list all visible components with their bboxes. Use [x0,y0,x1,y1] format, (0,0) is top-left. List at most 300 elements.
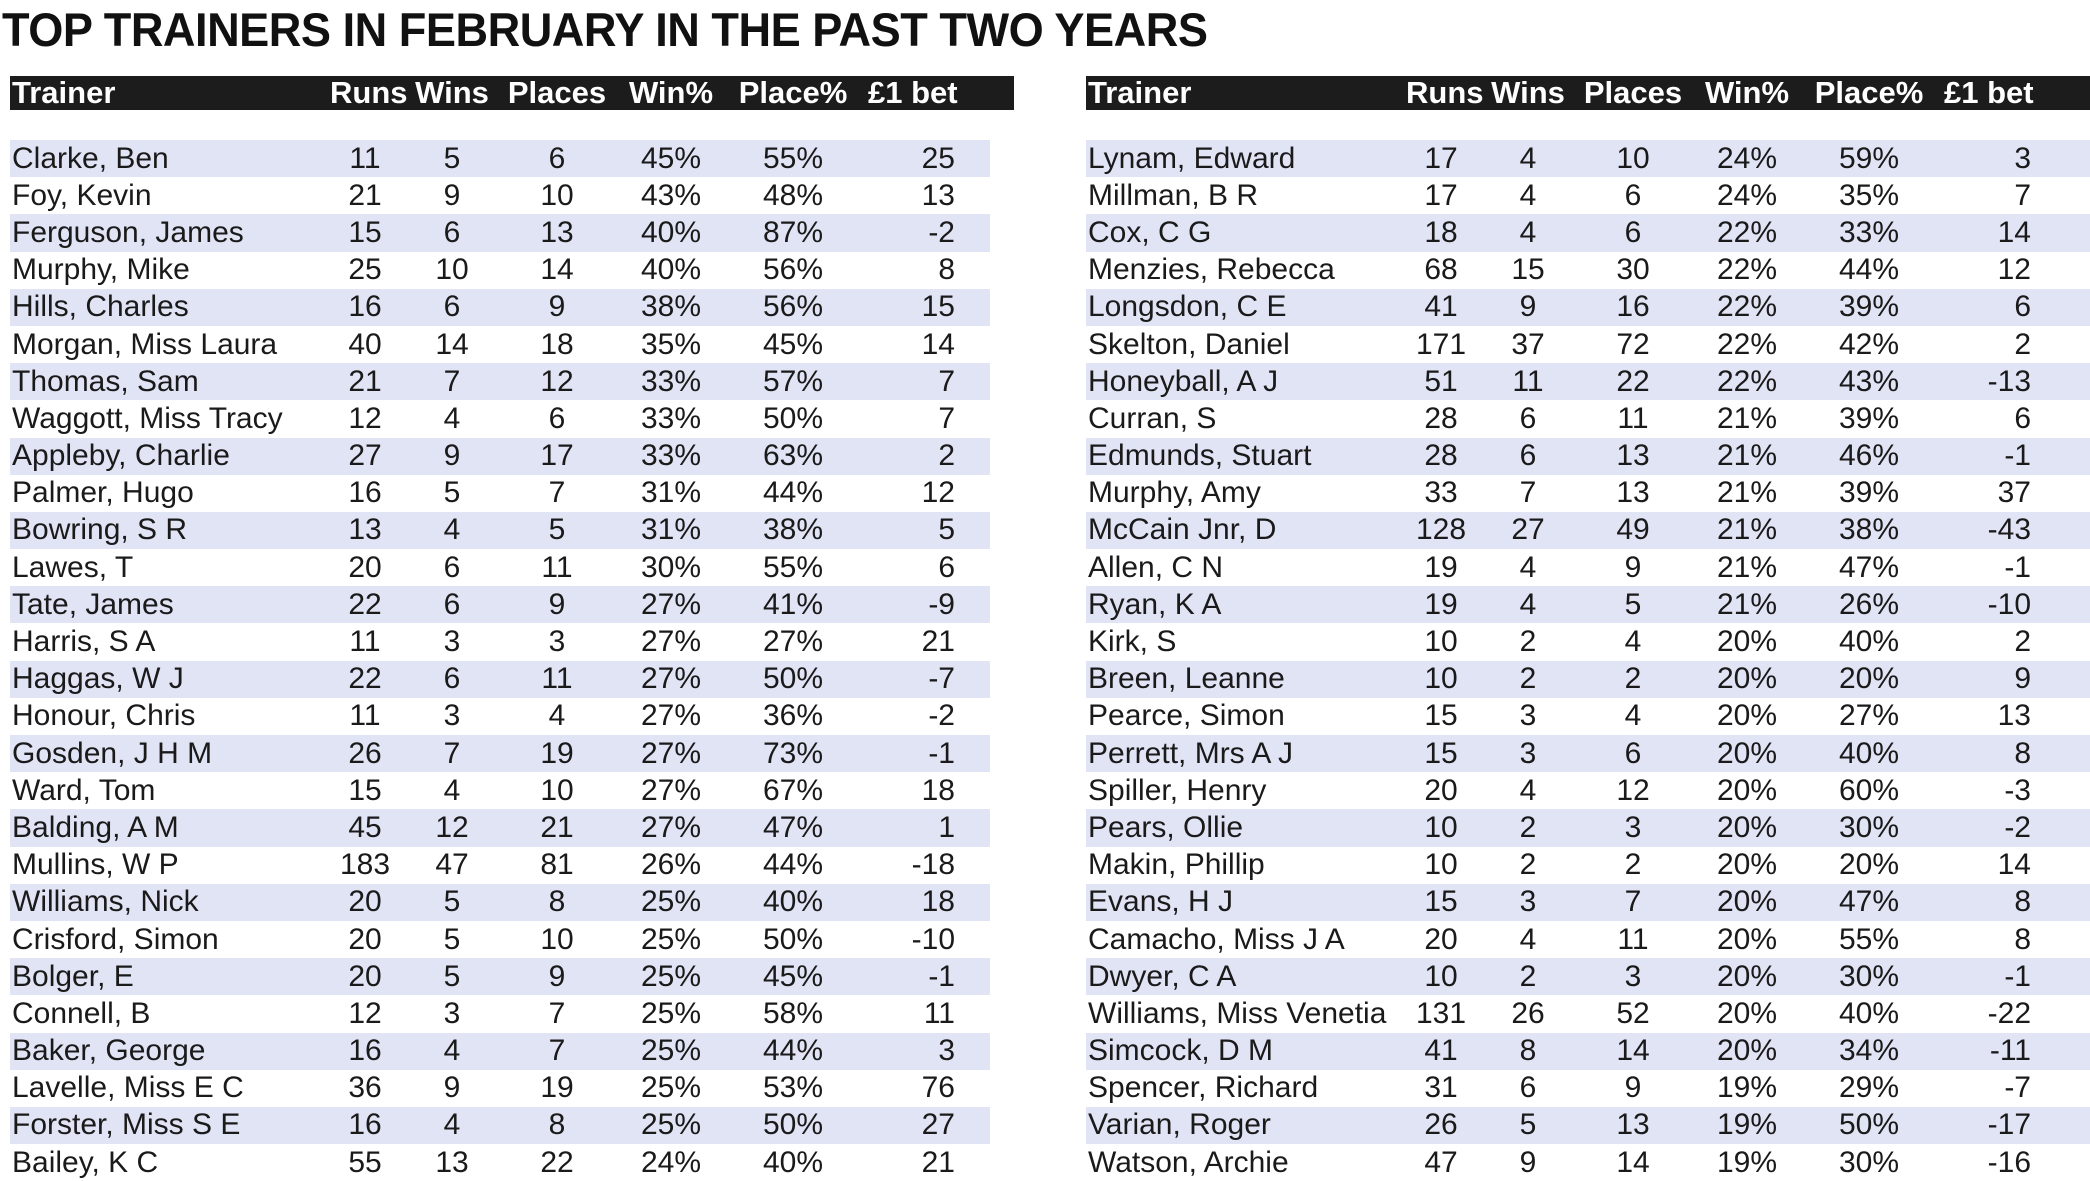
cell-bet: 7 [2014,178,2031,212]
cell-places: 19 [540,1071,574,1105]
cell-places: 4 [548,699,566,733]
cell-trainer: Lawes, T [12,550,134,584]
cell-places: 16 [1616,290,1650,324]
header-trainer: Trainer [12,76,116,110]
cell-trainer: Balding, A M [12,810,179,844]
cell-bet: -13 [1987,364,2031,398]
cell-place-pct: 47% [1838,885,1900,919]
cell-bet: 37 [1997,476,2031,510]
table-row [10,1107,990,1144]
table-row [10,1070,990,1107]
cell-bet: 15 [921,290,955,324]
cell-wins: 6 [1519,1071,1537,1105]
cell-bet: -2 [928,699,955,733]
cell-runs: 18 [1424,215,1458,249]
cell-trainer: Mullins, W P [12,848,179,882]
cell-runs: 68 [1424,253,1458,287]
cell-trainer: Bolger, E [12,959,134,993]
cell-win-pct: 27% [640,810,702,844]
header-runs: Runs [330,76,408,110]
cell-runs: 21 [348,364,382,398]
table-row [10,623,990,660]
cell-wins: 4 [1519,141,1537,175]
cell-bet: 9 [2014,662,2031,696]
cell-wins: 3 [1519,699,1537,733]
cell-bet: 27 [921,1108,955,1142]
table-row [1086,1033,2090,1070]
cell-bet: 7 [938,401,955,435]
cell-places: 30 [1616,253,1650,287]
table-row [1086,847,2090,884]
cell-places: 14 [540,253,574,287]
cell-bet: 2 [2014,625,2031,659]
cell-runs: 19 [1424,587,1458,621]
cell-win-pct: 20% [1716,736,1778,770]
cell-runs: 22 [348,662,382,696]
cell-trainer: Longsdon, C E [1088,290,1287,324]
cell-wins: 26 [1511,996,1545,1030]
cell-trainer: Williams, Nick [12,885,199,919]
cell-place-pct: 36% [762,699,824,733]
cell-bet: 8 [2014,736,2031,770]
table-body [1086,140,2090,1181]
cell-runs: 20 [348,959,382,993]
cell-runs: 41 [1424,290,1458,324]
header-win-pct: Win% [628,76,714,110]
table-row [1086,1144,2090,1181]
cell-place-pct: 44% [762,1034,824,1068]
cell-place-pct: 34% [1838,1034,1900,1068]
cell-place-pct: 42% [1838,327,1900,361]
cell-wins: 4 [1519,922,1537,956]
cell-places: 8 [548,1108,566,1142]
cell-runs: 15 [1424,885,1458,919]
cell-win-pct: 24% [640,1145,702,1179]
cell-trainer: Thomas, Sam [12,364,199,398]
cell-win-pct: 20% [1716,996,1778,1030]
cell-trainer: Pears, Ollie [1088,810,1244,844]
cell-win-pct: 27% [640,699,702,733]
cell-place-pct: 27% [1838,699,1900,733]
cell-trainer: Gosden, J H M [12,736,213,770]
cell-places: 13 [1616,476,1650,510]
table-row [10,512,990,549]
cell-win-pct: 40% [640,215,702,249]
cell-place-pct: 30% [1838,1145,1900,1179]
cell-wins: 9 [443,1071,461,1105]
cell-wins: 4 [1519,587,1537,621]
header-place-pct: Place% [1814,76,1924,110]
cell-place-pct: 40% [762,1145,824,1179]
cell-win-pct: 25% [640,922,702,956]
cell-wins: 3 [1519,885,1537,919]
cell-bet: 11 [923,996,955,1030]
cell-wins: 9 [1519,1145,1537,1179]
cell-win-pct: 25% [640,996,702,1030]
cell-wins: 27 [1511,513,1545,547]
table-row [1086,586,2090,623]
cell-win-pct: 20% [1716,810,1778,844]
table-row [1086,438,2090,475]
cell-runs: 20 [348,922,382,956]
cell-places: 49 [1616,513,1650,547]
cell-trainer: Palmer, Hugo [12,476,194,510]
cell-bet: -1 [2004,439,2031,473]
table-row [1086,1070,2090,1107]
cell-win-pct: 22% [1716,253,1778,287]
table-row [1086,252,2090,289]
cell-runs: 31 [1424,1071,1458,1105]
cell-trainer: Hills, Charles [12,290,189,324]
page-title: TOP TRAINERS IN FEBRUARY IN THE PAST TWO YEARS [2,3,1208,56]
cell-wins: 11 [1512,364,1544,398]
cell-trainer: Watson, Archie [1088,1145,1289,1179]
cell-places: 9 [1624,550,1642,584]
table-row [10,847,990,884]
cell-win-pct: 25% [640,959,702,993]
cell-place-pct: 67% [762,773,824,807]
header-wins: Wins [415,76,489,110]
cell-trainer: Ward, Tom [12,773,156,807]
cell-win-pct: 31% [640,513,702,547]
column-divider [1064,76,1066,110]
cell-trainer: Tate, James [12,587,174,621]
cell-trainer: Ferguson, James [12,215,244,249]
cell-win-pct: 35% [640,327,702,361]
cell-win-pct: 30% [640,550,702,584]
cell-win-pct: 25% [640,885,702,919]
cell-place-pct: 45% [762,327,824,361]
cell-places: 9 [548,290,566,324]
cell-win-pct: 20% [1716,662,1778,696]
cell-place-pct: 29% [1838,1071,1900,1105]
cell-wins: 6 [443,587,461,621]
cell-places: 6 [1624,736,1642,770]
table-row [1086,177,2090,214]
cell-win-pct: 20% [1716,885,1778,919]
cell-runs: 41 [1424,1034,1458,1068]
cell-win-pct: 43% [640,178,702,212]
cell-places: 10 [540,773,574,807]
cell-runs: 33 [1424,476,1458,510]
cell-win-pct: 21% [1716,513,1778,547]
cell-wins: 14 [435,327,469,361]
table-row [1086,1107,2090,1144]
cell-wins: 4 [443,1108,461,1142]
cell-wins: 3 [443,625,461,659]
table-row [10,884,990,921]
cell-trainer: Skelton, Daniel [1088,327,1290,361]
cell-wins: 5 [1519,1108,1537,1142]
cell-places: 17 [540,439,574,473]
cell-place-pct: 43% [1838,364,1900,398]
cell-runs: 13 [348,513,382,547]
cell-runs: 11 [349,141,381,175]
cell-trainer: Spencer, Richard [1088,1071,1319,1105]
cell-trainer: Menzies, Rebecca [1088,253,1335,287]
cell-wins: 4 [1519,550,1537,584]
cell-places: 7 [1624,885,1642,919]
cell-bet: 13 [921,178,955,212]
cell-place-pct: 50% [1838,1108,1900,1142]
cell-wins: 4 [1519,215,1537,249]
cell-runs: 183 [339,848,391,882]
cell-bet: -2 [928,215,955,249]
cell-runs: 11 [349,699,381,733]
cell-win-pct: 27% [640,736,702,770]
cell-places: 12 [540,364,574,398]
cell-runs: 128 [1415,513,1467,547]
cell-bet: -16 [1987,1145,2031,1179]
cell-win-pct: 31% [640,476,702,510]
cell-runs: 10 [1424,662,1458,696]
cell-win-pct: 20% [1716,773,1778,807]
cell-trainer: Bailey, K C [12,1145,159,1179]
cell-trainer: Baker, George [12,1034,206,1068]
cell-places: 72 [1616,327,1650,361]
cell-bet: -17 [1987,1108,2031,1142]
table-row [1086,289,2090,326]
cell-bet: 6 [2014,290,2031,324]
cell-wins: 7 [443,736,461,770]
cell-place-pct: 33% [1838,215,1900,249]
cell-place-pct: 20% [1838,848,1900,882]
cell-trainer: Cox, C G [1088,215,1212,249]
cell-win-pct: 22% [1716,327,1778,361]
table-row [1086,140,2090,177]
cell-wins: 13 [435,1145,469,1179]
cell-win-pct: 20% [1716,1034,1778,1068]
cell-places: 9 [1624,1071,1642,1105]
cell-bet: 8 [938,253,955,287]
cell-wins: 6 [443,662,461,696]
cell-places: 18 [540,327,574,361]
cell-win-pct: 20% [1716,848,1778,882]
cell-runs: 131 [1415,996,1467,1030]
cell-trainer: Ryan, K A [1088,587,1222,621]
cell-places: 3 [1624,959,1642,993]
cell-place-pct: 39% [1838,401,1900,435]
table-row [10,475,990,512]
cell-place-pct: 55% [762,141,824,175]
cell-runs: 16 [348,1108,382,1142]
cell-trainer: Curran, S [1088,401,1217,435]
cell-wins: 6 [443,215,461,249]
cell-place-pct: 27% [762,625,824,659]
cell-wins: 5 [443,922,461,956]
cell-runs: 12 [348,996,382,1030]
cell-trainer: Breen, Leanne [1088,662,1285,696]
cell-place-pct: 56% [762,253,824,287]
table-row [1086,326,2090,363]
cell-wins: 4 [443,401,461,435]
cell-place-pct: 38% [1838,513,1900,547]
cell-places: 52 [1616,996,1650,1030]
cell-wins: 9 [443,439,461,473]
cell-trainer: Forster, Miss S E [12,1108,241,1142]
cell-places: 9 [548,587,566,621]
cell-runs: 25 [348,253,382,287]
cell-places: 4 [1624,625,1642,659]
cell-win-pct: 38% [640,290,702,324]
cell-win-pct: 21% [1716,550,1778,584]
cell-win-pct: 25% [640,1108,702,1142]
cell-place-pct: 53% [762,1071,824,1105]
cell-wins: 8 [1519,1034,1537,1068]
header-runs: Runs [1406,76,1484,110]
cell-runs: 20 [348,885,382,919]
cell-wins: 4 [443,1034,461,1068]
table-row [10,958,990,995]
cell-runs: 55 [348,1145,382,1179]
table-row [1086,512,2090,549]
table-row [10,549,990,586]
cell-places: 12 [1616,773,1650,807]
cell-bet: 76 [921,1071,955,1105]
cell-wins: 7 [1519,476,1537,510]
cell-win-pct: 27% [640,773,702,807]
cell-bet: -22 [1987,996,2031,1030]
cell-places: 13 [1616,1108,1650,1142]
cell-trainer: Allen, C N [1088,550,1224,584]
cell-bet: 13 [1997,699,2031,733]
cell-win-pct: 22% [1716,364,1778,398]
cell-wins: 2 [1519,662,1537,696]
cell-trainer: Honour, Chris [12,699,196,733]
cell-runs: 40 [348,327,382,361]
cell-wins: 5 [443,959,461,993]
cell-place-pct: 35% [1838,178,1900,212]
table-row [10,326,990,363]
cell-bet: 6 [938,550,955,584]
cell-trainer: McCain Jnr, D [1088,513,1277,547]
table-row [1086,921,2090,958]
cell-places: 6 [1624,215,1642,249]
cell-place-pct: 30% [1838,810,1900,844]
cell-bet: -1 [928,959,955,993]
cell-bet: -3 [2004,773,2031,807]
cell-win-pct: 22% [1716,215,1778,249]
cell-wins: 4 [443,773,461,807]
cell-trainer: Crisford, Simon [12,922,219,956]
table-row [10,177,990,214]
cell-place-pct: 44% [762,848,824,882]
cell-win-pct: 20% [1716,625,1778,659]
cell-trainer: Waggott, Miss Tracy [12,401,283,435]
cell-trainer: Honeyball, A J [1088,364,1279,398]
cell-wins: 6 [443,290,461,324]
cell-runs: 51 [1424,364,1458,398]
table-row [10,809,990,846]
cell-places: 2 [1624,848,1642,882]
cell-place-pct: 50% [762,1108,824,1142]
cell-wins: 7 [443,364,461,398]
cell-runs: 26 [1424,1108,1458,1142]
cell-places: 3 [548,625,566,659]
cell-places: 9 [548,959,566,993]
cell-wins: 2 [1519,959,1537,993]
table-row [1086,735,2090,772]
cell-runs: 12 [348,401,382,435]
table-row [1086,661,2090,698]
cell-bet: -1 [928,736,955,770]
table-header [1086,76,2090,110]
cell-trainer: Kirk, S [1088,625,1177,659]
table-row [1086,772,2090,809]
cell-place-pct: 44% [1838,253,1900,287]
cell-places: 22 [1616,364,1650,398]
cell-win-pct: 25% [640,1034,702,1068]
cell-trainer: Spiller, Henry [1088,773,1267,807]
cell-places: 4 [1624,699,1642,733]
cell-wins: 5 [443,476,461,510]
cell-trainer: Connell, B [12,996,151,1030]
cell-runs: 21 [348,178,382,212]
cell-win-pct: 33% [640,439,702,473]
table-row [10,438,990,475]
cell-places: 11 [541,550,573,584]
cell-trainer: Perrett, Mrs A J [1088,736,1294,770]
cell-wins: 37 [1511,327,1545,361]
cell-place-pct: 41% [762,587,824,621]
table-body [10,140,1064,1181]
cell-bet: 14 [1997,215,2031,249]
table-row [10,735,990,772]
cell-wins: 2 [1519,810,1537,844]
cell-runs: 17 [1424,178,1458,212]
cell-runs: 20 [348,550,382,584]
cell-trainer: Murphy, Mike [12,253,190,287]
cell-place-pct: 57% [762,364,824,398]
cell-win-pct: 33% [640,364,702,398]
cell-wins: 9 [443,178,461,212]
cell-trainer: Millman, B R [1088,178,1259,212]
cell-trainer: Williams, Miss Venetia [1088,996,1387,1030]
cell-place-pct: 45% [762,959,824,993]
cell-bet: 14 [921,327,955,361]
cell-place-pct: 56% [762,290,824,324]
cell-bet: -10 [1987,587,2031,621]
table-row [10,400,990,437]
cell-win-pct: 19% [1716,1071,1778,1105]
cell-places: 6 [548,141,566,175]
cell-place-pct: 55% [1838,922,1900,956]
cell-wins: 5 [443,141,461,175]
cell-place-pct: 44% [762,476,824,510]
cell-runs: 10 [1424,810,1458,844]
cell-wins: 6 [443,550,461,584]
cell-wins: 4 [1519,773,1537,807]
cell-place-pct: 20% [1838,662,1900,696]
table-row [1086,400,2090,437]
cell-bet: -43 [1987,513,2031,547]
cell-place-pct: 30% [1838,959,1900,993]
cell-places: 5 [548,513,566,547]
cell-trainer: Makin, Phillip [1088,848,1265,882]
cell-bet: 5 [938,513,955,547]
cell-runs: 28 [1424,439,1458,473]
cell-win-pct: 27% [640,587,702,621]
cell-runs: 10 [1424,625,1458,659]
cell-bet: 3 [2014,141,2031,175]
header-trainer: Trainer [1088,76,1192,110]
table-row [10,1144,990,1181]
cell-places: 2 [1624,662,1642,696]
table-row [1086,884,2090,921]
cell-runs: 20 [1424,922,1458,956]
cell-place-pct: 47% [762,810,824,844]
cell-places: 7 [548,996,566,1030]
